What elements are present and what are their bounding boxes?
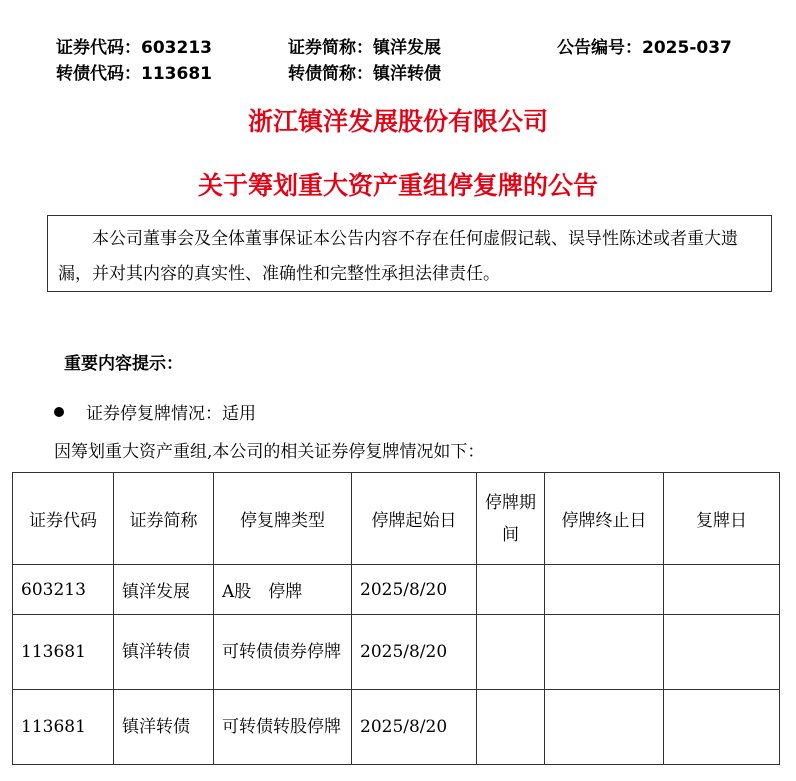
cell-start-date: 2025/8/20 — [352, 690, 477, 765]
cell-period — [477, 615, 545, 690]
stock-code: 证券代码：603213 — [56, 38, 212, 58]
header-suspension-type: 停复牌类型 — [214, 473, 352, 565]
disclaimer-box — [47, 215, 772, 292]
section-heading: 重要内容提示： — [64, 354, 183, 374]
cell-type: 可转债债券停牌 — [214, 615, 352, 690]
cell-start-date: 2025/8/20 — [352, 615, 477, 690]
cell-start-date: 2025/8/20 — [352, 565, 477, 615]
table-header-row — [13, 473, 780, 565]
announcement-title: 关于筹划重大资产重组停复牌的公告 — [197, 171, 598, 200]
header-period: 停牌期间 — [477, 473, 545, 565]
bond-abbreviation: 转债简称：镇洋转债 — [288, 64, 441, 84]
header-resume-date: 复牌日 — [664, 473, 780, 565]
header-end-date: 停牌终止日 — [545, 473, 664, 565]
cell-end-date — [545, 565, 664, 615]
table-row — [13, 615, 780, 690]
cell-type: 可转债转股停牌 — [214, 690, 352, 765]
cell-code: 113681 — [13, 690, 114, 765]
bullet-item — [54, 399, 256, 424]
cell-code: 603213 — [13, 565, 114, 615]
table-row — [13, 690, 780, 765]
cell-abbr: 镇洋发展 — [114, 565, 214, 615]
cell-resume-date — [664, 690, 780, 765]
table-row — [13, 565, 780, 615]
intro-text: 因筹划重大资产重组,本公司的相关证券停复牌情况如下： — [54, 442, 485, 462]
cell-code: 113681 — [13, 615, 114, 690]
cell-abbr: 镇洋转债 — [114, 690, 214, 765]
bullet-dot-icon — [54, 407, 64, 417]
disclaimer-text: 本公司董事会及全体董事保证本公告内容不存在任何虚假记载、误导性陈述或者重大遗漏，并对其内容的真实性、准确性和完整性承担法律责任。 — [58, 229, 738, 284]
bond-code: 转债代码：113681 — [56, 64, 212, 84]
notice-number: 公告编号：2025-037 — [557, 38, 732, 58]
header-stock-code: 证券代码 — [13, 473, 114, 565]
header-start-date: 停牌起始日 — [352, 473, 477, 565]
suspension-table — [12, 472, 780, 765]
cell-end-date — [545, 615, 664, 690]
cell-end-date — [545, 690, 664, 765]
stock-abbreviation: 证券简称：镇洋发展 — [288, 38, 441, 58]
company-name: 浙江镇洋发展股份有限公司 — [247, 107, 548, 136]
cell-period — [477, 690, 545, 765]
bullet-text: 证券停复牌情况：适用 — [86, 404, 256, 424]
header-stock-abbr: 证券简称 — [114, 473, 214, 565]
cell-resume-date — [664, 565, 780, 615]
cell-resume-date — [664, 615, 780, 690]
cell-abbr: 镇洋转债 — [114, 615, 214, 690]
cell-period — [477, 565, 545, 615]
cell-type: A股 停牌 — [214, 565, 352, 615]
